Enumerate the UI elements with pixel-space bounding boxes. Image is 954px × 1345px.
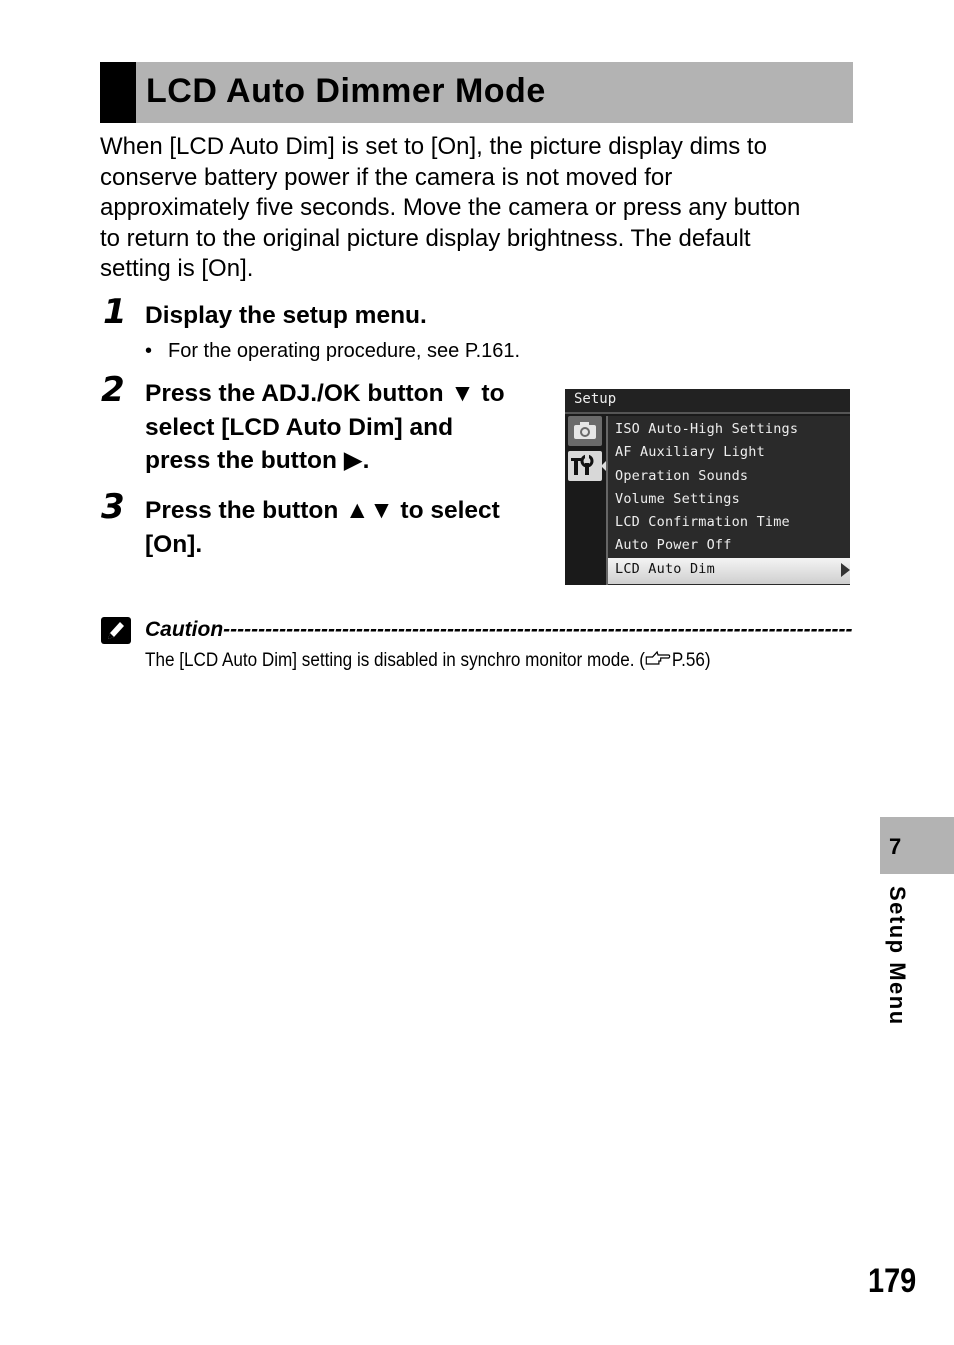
menu-item-selected <box>608 558 850 584</box>
setup-menu-list <box>606 416 850 585</box>
step-1-note <box>145 340 520 363</box>
caution-text <box>145 650 711 672</box>
menu-item: ISO Auto-High Settings <box>615 421 799 437</box>
section-title-bar <box>100 62 853 123</box>
intro-line: to return to the original picture display brightness. The default <box>100 224 751 252</box>
intro-line: setting is [On]. <box>100 255 254 282</box>
note-text: For the operating procedure, see P.161. <box>168 340 521 362</box>
setup-icon <box>568 451 602 481</box>
menu-item: Operation Sounds <box>615 468 749 484</box>
step-2-text <box>145 377 505 478</box>
step-1-text <box>145 299 427 333</box>
step-line: [On]. <box>145 530 203 558</box>
page-number: 179 <box>868 1262 917 1300</box>
chapter-label: Setup Menu <box>885 886 910 1026</box>
step-line: Press the ADJ./OK button ▼ to <box>145 380 505 407</box>
menu-item: AF Auxiliary Light <box>615 444 765 460</box>
camera-icon <box>568 416 602 446</box>
title-marker-block <box>100 62 136 123</box>
intro-line: When [LCD Auto Dim] is set to [On], the picture display dims to <box>100 133 767 160</box>
intro-line: conserve battery power if the camera is not moved for <box>100 163 673 191</box>
menu-item: LCD Confirmation Time <box>615 514 790 530</box>
intro-line: approximately five seconds. Move the camera or press any button <box>100 194 801 221</box>
step-number-1: 1 <box>103 292 127 332</box>
step-number-3: 3 <box>101 487 125 527</box>
intro-paragraph <box>100 132 860 285</box>
step-line: select [LCD Auto Dim] and <box>145 413 454 441</box>
caution-dashes: ------------------------------------------------------------------------------------------ <box>223 618 853 641</box>
menu-item: Volume Settings <box>615 491 740 507</box>
pointing-hand-icon <box>645 650 672 668</box>
page-title: LCD Auto Dimmer Mode <box>146 72 546 110</box>
caution-body: The [LCD Auto Dim] setting is disabled in synchro monitor mode. ( <box>145 650 645 671</box>
screen-title: Setup <box>574 391 617 407</box>
camera-setup-screen <box>565 389 850 585</box>
caution-heading <box>145 618 855 642</box>
step-number-2: 2 <box>101 370 125 410</box>
chapter-tab <box>880 817 954 874</box>
step-line: Press the button ▲▼ to select <box>145 497 500 524</box>
screen-header <box>565 389 850 414</box>
menu-item-label: LCD Auto Dim <box>615 561 715 577</box>
page-reference: P.56) <box>671 650 711 671</box>
step-line: press the button ▶. <box>145 447 370 474</box>
step-3-text <box>145 494 500 561</box>
caution-label: Caution <box>145 618 224 641</box>
caution-pencil-icon <box>101 617 131 644</box>
chapter-number: 7 <box>889 834 902 859</box>
step-line: Display the setup menu. <box>145 302 427 329</box>
bullet-icon: • <box>145 340 153 362</box>
right-arrow-icon <box>841 563 850 577</box>
menu-item: Auto Power Off <box>615 537 732 553</box>
